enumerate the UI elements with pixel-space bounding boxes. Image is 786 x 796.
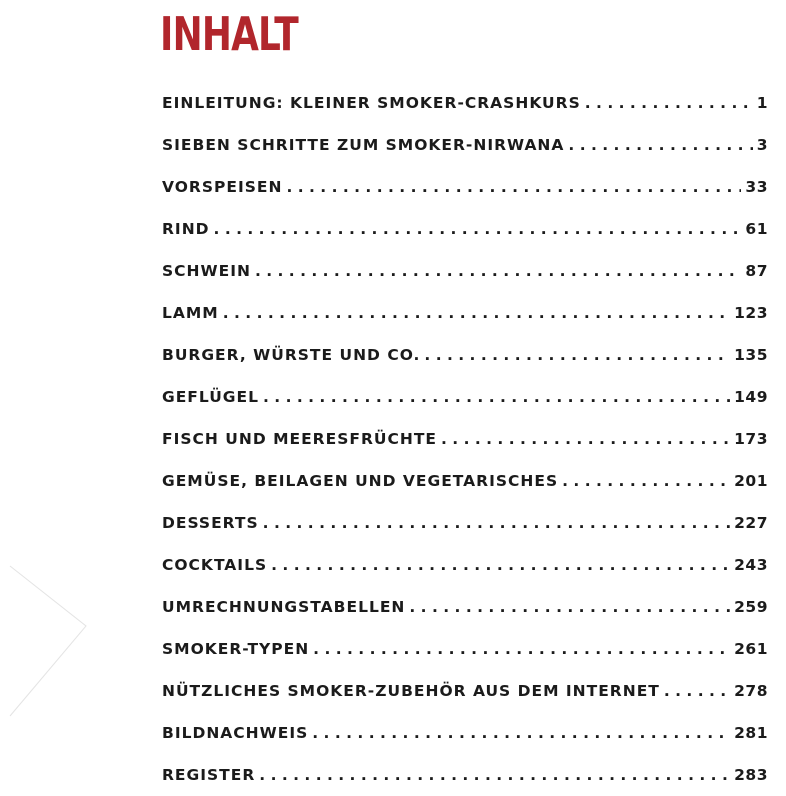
- dot-leader: [286, 166, 741, 208]
- page-edge-fold-mark: [8, 560, 88, 720]
- toc-entry[interactable]: [162, 124, 768, 166]
- toc-entry-label: GEFLÜGEL: [162, 388, 259, 406]
- toc-entry-label: DESSERTS: [162, 514, 259, 532]
- dot-leader: [409, 586, 730, 628]
- dot-leader: [271, 544, 730, 586]
- toc-entry-label: SMOKER-TYPEN: [162, 640, 310, 658]
- toc-entry-page: 173: [734, 430, 768, 448]
- dot-leader: [223, 292, 730, 334]
- toc-entry-page: 33: [745, 178, 768, 196]
- toc-entry-label: LAMM: [162, 304, 219, 322]
- toc-entry-label: SCHWEIN: [162, 262, 251, 280]
- page-title: INHALT: [160, 7, 298, 61]
- toc-entry-label: FISCH UND MEERESFRÜCHTE: [162, 430, 437, 448]
- toc-entry[interactable]: [162, 754, 768, 796]
- toc-entry[interactable]: [162, 460, 768, 502]
- toc-entry[interactable]: [162, 334, 768, 376]
- toc-entry-page: 123: [734, 304, 768, 322]
- toc-entry[interactable]: [162, 586, 768, 628]
- toc-entry[interactable]: [162, 670, 768, 712]
- toc-entry-label: BILDNACHWEIS: [162, 724, 309, 742]
- toc-entry[interactable]: [162, 544, 768, 586]
- dot-leader: [424, 334, 730, 376]
- toc-entry[interactable]: [162, 418, 768, 460]
- toc-entry[interactable]: [162, 166, 768, 208]
- toc-entry-label: EINLEITUNG: KLEINER SMOKER-CRASHKURS: [162, 94, 581, 112]
- dot-leader: [562, 460, 730, 502]
- toc-entry-label: REGISTER: [162, 766, 256, 784]
- toc-entry[interactable]: [162, 712, 768, 754]
- toc-entry-page: 135: [734, 346, 768, 364]
- toc-entry[interactable]: [162, 250, 768, 292]
- dot-leader: [441, 418, 730, 460]
- table-of-contents: [162, 82, 768, 796]
- toc-entry-label: GEMÜSE, BEILAGEN UND VEGETARISCHES: [162, 472, 559, 490]
- dot-leader: [585, 82, 753, 124]
- toc-entry-page: 278: [734, 682, 768, 700]
- dot-leader: [263, 376, 730, 418]
- dot-leader: [313, 628, 730, 670]
- toc-entry-page: 149: [734, 388, 768, 406]
- dot-leader: [664, 670, 730, 712]
- toc-entry-page: 227: [734, 514, 768, 532]
- dot-leader: [312, 712, 730, 754]
- toc-entry-page: 259: [734, 598, 768, 616]
- toc-entry-label: RIND: [162, 220, 210, 238]
- toc-entry-label: VORSPEISEN: [162, 178, 283, 196]
- toc-entry-page: 201: [734, 472, 768, 490]
- toc-entry-page: 3: [756, 136, 768, 154]
- toc-entry-page: 283: [734, 766, 768, 784]
- toc-entry-label: NÜTZLICHES SMOKER-ZUBEHÖR AUS DEM INTERNET: [162, 682, 660, 700]
- dot-leader: [214, 208, 742, 250]
- toc-entry[interactable]: [162, 292, 768, 334]
- toc-entry-label: BURGER, WÜRSTE UND CO.: [162, 346, 421, 364]
- toc-entry-page: 243: [734, 556, 768, 574]
- toc-entry-page: 281: [734, 724, 768, 742]
- toc-entry-page: 87: [745, 262, 768, 280]
- toc-entry[interactable]: [162, 502, 768, 544]
- toc-entry-page: 61: [745, 220, 768, 238]
- toc-entry-label: SIEBEN SCHRITTE ZUM SMOKER-NIRWANA: [162, 136, 565, 154]
- toc-entry-label: UMRECHNUNGSTABELLEN: [162, 598, 406, 616]
- toc-entry[interactable]: [162, 208, 768, 250]
- toc-entry[interactable]: [162, 628, 768, 670]
- toc-entry-label: COCKTAILS: [162, 556, 268, 574]
- toc-entry-page: 1: [756, 94, 768, 112]
- dot-leader: [568, 124, 752, 166]
- toc-entry-page: 261: [734, 640, 768, 658]
- toc-entry[interactable]: [162, 376, 768, 418]
- dot-leader: [263, 502, 730, 544]
- toc-entry[interactable]: [162, 82, 768, 124]
- dot-leader: [259, 754, 730, 796]
- dot-leader: [255, 250, 741, 292]
